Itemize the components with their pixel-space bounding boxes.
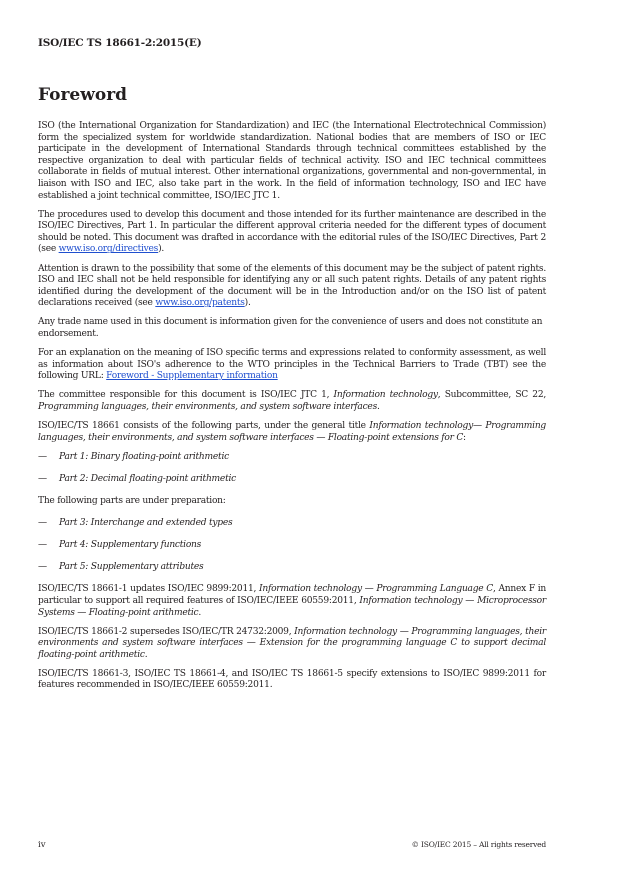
- section-title: Foreword: [38, 85, 128, 105]
- list-item: — Part 5: Supplementary attributes: [38, 562, 204, 573]
- directives-link[interactable]: www.iso.org/directives: [58, 244, 159, 255]
- paragraph-procedures: The procedures used to develop this document and those intended for its further maintenance are described in the ISO/IEC Directives, Part 1. In particular the different approval criteria needed for the different types of document should be noted. This document was drafted in accordance with the editorial rules of the ISO/IEC Directives, Part 2 (see www.iso.org/directives).: [38, 209, 546, 255]
- document-page: [38, 0, 546, 876]
- parts-in-preparation-list: [38, 518, 546, 574]
- paragraph-part2-supersedes: ISO/IEC/TS 18661-2 supersedes ISO/IEC/TR 24732:2009, Information technology — Programming languages, their environments and system software interfaces — Extension for the programming language C to support decimal floating-point arithmetic.: [38, 626, 546, 660]
- supplementary-information-link[interactable]: Foreword - Supplementary information: [106, 371, 278, 382]
- patents-link[interactable]: www.iso.org/patents: [155, 298, 245, 309]
- em-dash-bullet: —: [38, 451, 47, 462]
- em-dash-bullet: —: [38, 473, 47, 484]
- list-item: — Part 3: Interchange and extended types: [38, 518, 233, 529]
- list-item: — Part 4: Supplementary functions: [38, 540, 202, 551]
- em-dash-bullet: —: [38, 562, 47, 573]
- paragraph-conformity: For an explanation on the meaning of ISO specific terms and expressions related to conformity assessment, as well as information about ISO's adherence to the WTO principles in the Technical Barriers to Trade (TBT) see the following URL: Foreword - Supplementary information: [38, 348, 546, 382]
- foreword-body: [38, 121, 546, 700]
- paragraph-committee: The committee responsible for this document is ISO/IEC JTC 1, Information technology, Subcommittee, SC 22, Programming languages, their environments, and system software interfaces.: [38, 390, 546, 412]
- em-dash-bullet: —: [38, 540, 47, 551]
- paragraph-iso-iec-intro: ISO (the International Organization for Standardization) and IEC (the International Electrotechnical Commission) form the specialized system for worldwide standardization. National bodies that are members of ISO or IEC participate in the development of International Standards through technical committees established by the respective organization to deal with particular fields of technical activity. ISO and IEC technical committees collaborate in fields of mutual interest. Other international organizations, governmental and non-governmental, in liaison with ISO and IEC, also take part in the work. In the field of information technology, ISO and IEC have established a joint technical committee, ISO/IEC JTC 1.: [38, 121, 546, 201]
- paragraph-patents: Attention is drawn to the possibility that some of the elements of this document may be the subject of patent rights. ISO and IEC shall not be held responsible for identifying any or all such patent rights. Details of any patent rights identified during the development of the document will be in the Introduction and/or on the ISO list of patent declarations received (see www.iso.org/patents).: [38, 263, 546, 309]
- list-item: — Part 1: Binary floating-point arithmetic: [38, 451, 229, 462]
- parts-published-list: [38, 452, 546, 486]
- paragraph-part1-updates: ISO/IEC/TS 18661-1 updates ISO/IEC 9899:2011, Information technology — Programming Language C, Annex F in particular to support all required features of ISO/IEC/IEEE 60559:2011, Information technology — Microprocessor Systems — Floating-point arithmetic.: [38, 584, 546, 618]
- paragraph-extensions: ISO/IEC/TS 18661-3, ISO/IEC TS 18661-4, and ISO/IEC TS 18661-5 specify extensions to ISO/IEC 9899:2011 for features recommended in ISO/IEC/IEEE 60559:2011.: [38, 668, 546, 691]
- em-dash-bullet: —: [38, 518, 47, 529]
- page-number: iv: [38, 840, 46, 850]
- list-item: — Part 2: Decimal floating-point arithmetic: [38, 473, 236, 484]
- document-id-header: ISO/IEC TS 18661-2:2015(E): [38, 37, 202, 49]
- paragraph-under-preparation: The following parts are under preparation:: [38, 495, 226, 506]
- paragraph-parts-intro: ISO/IEC/TS 18661 consists of the following parts, under the general title Information technology— Programming languages, their environments, and system software interfaces — Floating-point extensions for C:: [38, 421, 546, 443]
- copyright-notice: © ISO/IEC 2015 – All rights reserved: [411, 840, 546, 849]
- paragraph-trade-name: Any trade name used in this document is information given for the convenience of users and does not constitute an endorsement.: [38, 317, 543, 339]
